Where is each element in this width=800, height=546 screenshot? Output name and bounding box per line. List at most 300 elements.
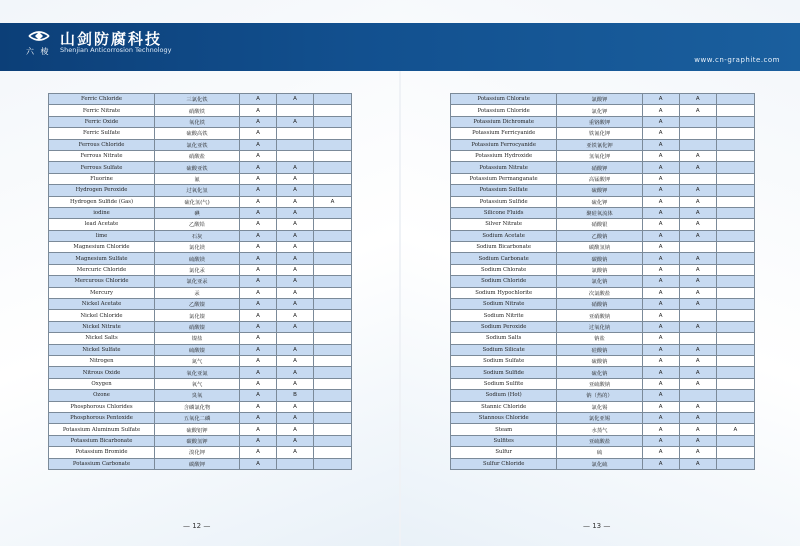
- chemical-name-cn: 硝酸钾: [557, 162, 642, 173]
- rating-a: A: [240, 196, 277, 207]
- rating-a: A: [642, 173, 679, 184]
- chemical-name-en: Mercuric Chloride: [49, 264, 155, 275]
- rating-a: A: [240, 321, 277, 332]
- chemical-name-cn: 氯化汞: [155, 264, 240, 275]
- rating-a: A: [240, 242, 277, 253]
- chemical-name-cn: 硝酸银: [557, 219, 642, 230]
- rating-b: A: [277, 378, 314, 389]
- chemical-name-en: Sodium Chloride: [451, 276, 557, 287]
- chemical-name-en: Phosphorous Pentoxide: [49, 412, 155, 423]
- rating-b: A: [679, 185, 716, 196]
- chemical-name-cn: 乙酸镍: [155, 299, 240, 310]
- table-row: [451, 310, 755, 321]
- chemical-name-cn: 氮气: [155, 355, 240, 366]
- page-number-left: — 12 —: [183, 522, 211, 530]
- rating-c: [314, 105, 352, 116]
- table-row: [451, 435, 755, 446]
- rating-a: A: [240, 94, 277, 105]
- chemical-name-en: Potassium Carbonate: [49, 458, 155, 469]
- rating-b: [679, 139, 716, 150]
- table-row: [49, 162, 352, 173]
- rating-b: A: [679, 230, 716, 241]
- chemical-name-cn: 硝酸镍: [155, 321, 240, 332]
- rating-b: A: [277, 94, 314, 105]
- rating-a: A: [642, 367, 679, 378]
- chemical-name-en: Potassium Ferricyanide: [451, 128, 557, 139]
- rating-b: A: [277, 355, 314, 366]
- chemical-name-en: Sodium (Hot): [451, 390, 557, 401]
- chemical-name-en: Nitrogen: [49, 355, 155, 366]
- chemical-name-cn: 五氧化二磷: [155, 412, 240, 423]
- rating-a: A: [642, 94, 679, 105]
- table-row: [451, 230, 755, 241]
- table-row: [49, 424, 352, 435]
- table-row: [49, 139, 352, 150]
- chemical-name-en: Sodium Nitrite: [451, 310, 557, 321]
- table-row: [49, 321, 352, 332]
- chemical-name-cn: 氯酸钾: [557, 94, 642, 105]
- chemical-name-cn: 氯化镍: [155, 310, 240, 321]
- table-row: [49, 116, 352, 127]
- chemical-name-cn: 过氧化氢: [155, 185, 240, 196]
- chemical-name-cn: 镍盐: [155, 333, 240, 344]
- rating-a: A: [642, 310, 679, 321]
- table-row: [451, 105, 755, 116]
- chemical-name-en: Mercurous Chloride: [49, 276, 155, 287]
- rating-a: A: [642, 139, 679, 150]
- chemical-name-en: iodine: [49, 207, 155, 218]
- chemical-name-en: Sodium Acetate: [451, 230, 557, 241]
- rating-a: A: [240, 219, 277, 230]
- chemical-name-cn: 汞: [155, 287, 240, 298]
- rating-a: A: [642, 230, 679, 241]
- rating-a: A: [642, 105, 679, 116]
- table-row: [451, 207, 755, 218]
- chemical-name-en: Sodium Nitrate: [451, 299, 557, 310]
- table-row: [49, 458, 352, 469]
- chemical-resistance-table-left: [48, 93, 352, 470]
- table-row: [451, 355, 755, 366]
- rating-b: A: [277, 287, 314, 298]
- rating-b: A: [277, 207, 314, 218]
- chemical-name-cn: 氧化铁: [155, 116, 240, 127]
- table-row: [49, 390, 352, 401]
- rating-b: A: [679, 287, 716, 298]
- rating-a: A: [642, 253, 679, 264]
- rating-a: A: [240, 390, 277, 401]
- rating-c: [314, 390, 352, 401]
- table-row: [451, 196, 755, 207]
- table-row: [49, 412, 352, 423]
- rating-b: A: [679, 196, 716, 207]
- table-row: [49, 253, 352, 264]
- rating-c: [716, 116, 754, 127]
- rating-c: [314, 333, 352, 344]
- rating-b: A: [277, 185, 314, 196]
- table-row: [49, 94, 352, 105]
- chemical-name-en: Silicone Fluids: [451, 207, 557, 218]
- rating-c: [716, 207, 754, 218]
- chemical-name-cn: 硝酸钠: [557, 299, 642, 310]
- chemical-name-cn: 三氯化铁: [155, 94, 240, 105]
- rating-a: A: [240, 276, 277, 287]
- rating-a: A: [642, 378, 679, 389]
- rating-a: A: [240, 128, 277, 139]
- table-row: [49, 435, 352, 446]
- chemical-name-en: Potassium Sulfide: [451, 196, 557, 207]
- table-row: [451, 219, 755, 230]
- chemical-name-cn: 硫酸亚铁: [155, 162, 240, 173]
- rating-a: A: [240, 344, 277, 355]
- chemical-name-cn: 乙酸钠: [557, 230, 642, 241]
- rating-b: A: [679, 344, 716, 355]
- table-row: [49, 287, 352, 298]
- table-row: [451, 321, 755, 332]
- chemical-name-cn: 氢氧化钾: [557, 150, 642, 161]
- rating-b: A: [277, 219, 314, 230]
- rating-b: A: [277, 242, 314, 253]
- table-row: [451, 287, 755, 298]
- chemical-name-en: Sulfites: [451, 435, 557, 446]
- chemical-name-en: Hydrogen Sulfide (Gas): [49, 196, 155, 207]
- rating-a: A: [240, 447, 277, 458]
- rating-c: [716, 287, 754, 298]
- rating-a: A: [240, 264, 277, 275]
- rating-b: [679, 310, 716, 321]
- rating-c: [314, 116, 352, 127]
- rating-b: A: [277, 276, 314, 287]
- chemical-name-en: Nitrous Oxide: [49, 367, 155, 378]
- chemical-name-cn: 硝酸铁: [155, 105, 240, 116]
- chemical-name-en: Sodium Hypochlorite: [451, 287, 557, 298]
- chemical-name-cn: 硫酸铝钾: [155, 424, 240, 435]
- chemical-name-en: Nickel Acetate: [49, 299, 155, 310]
- chemical-name-cn: 臭氧: [155, 390, 240, 401]
- chemical-name-en: Sodium Bicarbonate: [451, 242, 557, 253]
- table-row: [451, 401, 755, 412]
- rating-a: A: [642, 401, 679, 412]
- rating-a: A: [642, 412, 679, 423]
- rating-a: A: [240, 287, 277, 298]
- rating-a: A: [642, 458, 679, 469]
- chemical-name-en: Hydrogen Peroxide: [49, 185, 155, 196]
- rating-b: A: [679, 219, 716, 230]
- table-row: [451, 116, 755, 127]
- chemical-name-en: Potassium Hydroxide: [451, 150, 557, 161]
- table-row: [49, 128, 352, 139]
- chemical-name-cn: 碳酸氢钾: [155, 435, 240, 446]
- rating-a: A: [642, 424, 679, 435]
- chemical-name-en: Potassium Chlorate: [451, 94, 557, 105]
- rating-b: A: [277, 412, 314, 423]
- chemical-name-cn: 硅酸钠: [557, 344, 642, 355]
- chemical-name-cn: 硫酸高铁: [155, 128, 240, 139]
- table-row: [49, 105, 352, 116]
- rating-c: [314, 310, 352, 321]
- rating-a: A: [642, 185, 679, 196]
- chemical-name-cn: 铁氰化钾: [557, 128, 642, 139]
- rating-b: [679, 242, 716, 253]
- rating-c: [314, 276, 352, 287]
- chemical-name-cn: 氯化锡: [557, 401, 642, 412]
- company-name-cn: 山剑防腐科技: [60, 30, 163, 48]
- rating-c: [716, 264, 754, 275]
- table-row: [451, 458, 755, 469]
- chemical-name-cn: 硫: [557, 447, 642, 458]
- table-row: [451, 412, 755, 423]
- chemical-name-en: Ozone: [49, 390, 155, 401]
- rating-a: A: [642, 344, 679, 355]
- rating-b: A: [277, 299, 314, 310]
- chemical-name-cn: 氯化钾: [557, 105, 642, 116]
- rating-b: A: [277, 321, 314, 332]
- rating-c: [716, 128, 754, 139]
- table-row: [49, 367, 352, 378]
- rating-c: [716, 105, 754, 116]
- chemical-name-cn: 硫化氢(气): [155, 196, 240, 207]
- chemical-name-en: Ferrous Sulfate: [49, 162, 155, 173]
- rating-a: A: [642, 299, 679, 310]
- rating-b: A: [277, 367, 314, 378]
- rating-b: A: [679, 367, 716, 378]
- rating-b: A: [277, 344, 314, 355]
- rating-b: [277, 128, 314, 139]
- chemical-name-cn: 碳酸钠: [557, 253, 642, 264]
- rating-c: [716, 139, 754, 150]
- chemical-name-en: Sulfur Chloride: [451, 458, 557, 469]
- rating-b: A: [277, 116, 314, 127]
- rating-c: [314, 242, 352, 253]
- chemical-name-en: Potassium Aluminum Sulfate: [49, 424, 155, 435]
- rating-b: B: [277, 390, 314, 401]
- rating-a: A: [642, 390, 679, 401]
- table-row: [49, 299, 352, 310]
- rating-a: A: [642, 150, 679, 161]
- rating-c: [716, 401, 754, 412]
- rating-b: [679, 116, 716, 127]
- chemical-name-cn: 亚硫酸钠: [557, 378, 642, 389]
- chemical-name-cn: 钠盐: [557, 333, 642, 344]
- rating-b: [679, 173, 716, 184]
- rating-c: [314, 219, 352, 230]
- rating-c: [716, 173, 754, 184]
- rating-c: [314, 344, 352, 355]
- rating-a: A: [642, 264, 679, 275]
- rating-b: A: [277, 447, 314, 458]
- rating-c: [716, 242, 754, 253]
- table-row: [451, 424, 755, 435]
- rating-c: [314, 230, 352, 241]
- chemical-name-cn: 高锰酸钾: [557, 173, 642, 184]
- chemical-name-en: Potassium Ferrocyanide: [451, 139, 557, 150]
- rating-a: A: [240, 424, 277, 435]
- rating-a: A: [642, 128, 679, 139]
- table-row: [49, 207, 352, 218]
- table-row: [451, 447, 755, 458]
- rating-b: A: [679, 162, 716, 173]
- chemical-name-en: Sodium Sulfide: [451, 367, 557, 378]
- chemical-name-en: Sodium Sulfate: [451, 355, 557, 366]
- rating-c: [716, 253, 754, 264]
- chemical-name-cn: 氯化镁: [155, 242, 240, 253]
- rating-c: [716, 355, 754, 366]
- chemical-name-en: lead Acetate: [49, 219, 155, 230]
- rating-a: A: [642, 219, 679, 230]
- table-row: [451, 173, 755, 184]
- chemical-name-cn: 硫酸钾: [557, 185, 642, 196]
- rating-b: A: [277, 173, 314, 184]
- rating-a: A: [240, 162, 277, 173]
- rating-b: A: [679, 276, 716, 287]
- chemical-resistance-table-right: [450, 93, 755, 470]
- chemical-name-cn: 碳酸氢钠: [557, 242, 642, 253]
- rating-a: A: [240, 207, 277, 218]
- rating-b: A: [679, 94, 716, 105]
- chemical-name-en: Ferrous Chloride: [49, 139, 155, 150]
- rating-c: [716, 412, 754, 423]
- rating-c: [716, 219, 754, 230]
- rating-c: [716, 185, 754, 196]
- table-row: [49, 219, 352, 230]
- rating-c: [314, 412, 352, 423]
- rating-c: [716, 378, 754, 389]
- rating-c: [314, 139, 352, 150]
- chemical-name-en: Sodium Salts: [451, 333, 557, 344]
- chemical-name-cn: 石灰: [155, 230, 240, 241]
- rating-a: A: [642, 447, 679, 458]
- table-row: [49, 173, 352, 184]
- chemical-name-en: Potassium Bicarbonate: [49, 435, 155, 446]
- rating-a: A: [240, 139, 277, 150]
- rating-a: A: [240, 230, 277, 241]
- rating-c: [314, 424, 352, 435]
- chemical-name-en: Potassium Bromide: [49, 447, 155, 458]
- chemical-name-en: Potassium Nitrate: [451, 162, 557, 173]
- chemical-name-en: Silver Nitrate: [451, 219, 557, 230]
- rating-b: A: [277, 253, 314, 264]
- chemical-name-en: Phosphorous Chlorides: [49, 401, 155, 412]
- chemical-name-cn: 氯化亚铁: [155, 139, 240, 150]
- rating-b: A: [679, 378, 716, 389]
- rating-a: A: [642, 116, 679, 127]
- table-row: [49, 242, 352, 253]
- table-row: [451, 162, 755, 173]
- chemical-name-en: Sodium Carbonate: [451, 253, 557, 264]
- rating-a: A: [240, 435, 277, 446]
- rating-b: A: [679, 264, 716, 275]
- rating-c: [716, 276, 754, 287]
- page-number-right: — 13 —: [583, 522, 611, 530]
- chemical-name-cn: 聚硅氧流体: [557, 207, 642, 218]
- rating-b: A: [277, 435, 314, 446]
- chemical-name-cn: 氯化硫: [557, 458, 642, 469]
- chemical-name-cn: 亚硫酸盐: [557, 435, 642, 446]
- chemical-name-cn: 氯酸钠: [557, 264, 642, 275]
- rating-b: A: [679, 105, 716, 116]
- rating-c: [314, 367, 352, 378]
- rating-c: [716, 435, 754, 446]
- rating-c: [314, 321, 352, 332]
- chemical-name-cn: 乙酸铅: [155, 219, 240, 230]
- rating-a: A: [240, 105, 277, 116]
- table-row: [451, 128, 755, 139]
- website-url: www.cn-graphite.com: [694, 56, 780, 64]
- page-spine: [399, 71, 401, 546]
- rating-c: [314, 299, 352, 310]
- rating-b: A: [277, 196, 314, 207]
- rating-c: [314, 264, 352, 275]
- chemical-name-en: Magnesium Chloride: [49, 242, 155, 253]
- rating-c: [314, 253, 352, 264]
- chemical-name-cn: 硫化钾: [557, 196, 642, 207]
- chemical-name-cn: 亚铁氰化钾: [557, 139, 642, 150]
- chemical-name-en: Potassium Chloride: [451, 105, 557, 116]
- table-row: [49, 401, 352, 412]
- rating-b: A: [277, 162, 314, 173]
- chemical-name-en: Sodium Peroxide: [451, 321, 557, 332]
- rating-b: A: [679, 412, 716, 423]
- rating-c: [716, 299, 754, 310]
- rating-a: A: [240, 116, 277, 127]
- chemical-name-cn: 硝酸盐: [155, 150, 240, 161]
- rating-a: A: [240, 412, 277, 423]
- rating-a: A: [240, 185, 277, 196]
- chemical-name-en: Ferric Nitrate: [49, 105, 155, 116]
- rating-c: [716, 162, 754, 173]
- table-row: [451, 378, 755, 389]
- rating-b: A: [679, 424, 716, 435]
- rating-a: A: [642, 162, 679, 173]
- rating-a: A: [240, 310, 277, 321]
- rating-b: A: [679, 447, 716, 458]
- table-row: [451, 139, 755, 150]
- rating-a: A: [240, 401, 277, 412]
- table-row: [451, 150, 755, 161]
- rating-a: A: [240, 253, 277, 264]
- rating-b: A: [679, 458, 716, 469]
- table-row: [49, 344, 352, 355]
- rating-c: [314, 435, 352, 446]
- logo-subtitle: 六 棱: [26, 47, 51, 56]
- rating-b: [277, 139, 314, 150]
- chemical-name-en: Fluorine: [49, 173, 155, 184]
- rating-a: A: [240, 378, 277, 389]
- rating-b: [679, 390, 716, 401]
- chemical-name-cn: 硫酸镍: [155, 344, 240, 355]
- chemical-name-en: Nickel Chloride: [49, 310, 155, 321]
- rating-a: A: [642, 321, 679, 332]
- table-row: [49, 333, 352, 344]
- rating-b: A: [277, 264, 314, 275]
- table-row: [49, 185, 352, 196]
- chemical-name-en: Ferric Chloride: [49, 94, 155, 105]
- rating-a: A: [642, 196, 679, 207]
- rating-c: [716, 458, 754, 469]
- company-name-en: Shenjian Anticorrosion Technology: [60, 46, 172, 54]
- table-row: [49, 378, 352, 389]
- chemical-name-cn: 硫酸钠: [557, 355, 642, 366]
- table-row: [49, 264, 352, 275]
- rating-c: [314, 355, 352, 366]
- rating-a: A: [642, 435, 679, 446]
- rating-a: A: [642, 333, 679, 344]
- rating-c: [716, 344, 754, 355]
- table-row: [451, 253, 755, 264]
- rating-c: [314, 150, 352, 161]
- table-row: [451, 185, 755, 196]
- chemical-name-cn: 次氯酸盐: [557, 287, 642, 298]
- table-row: [451, 367, 755, 378]
